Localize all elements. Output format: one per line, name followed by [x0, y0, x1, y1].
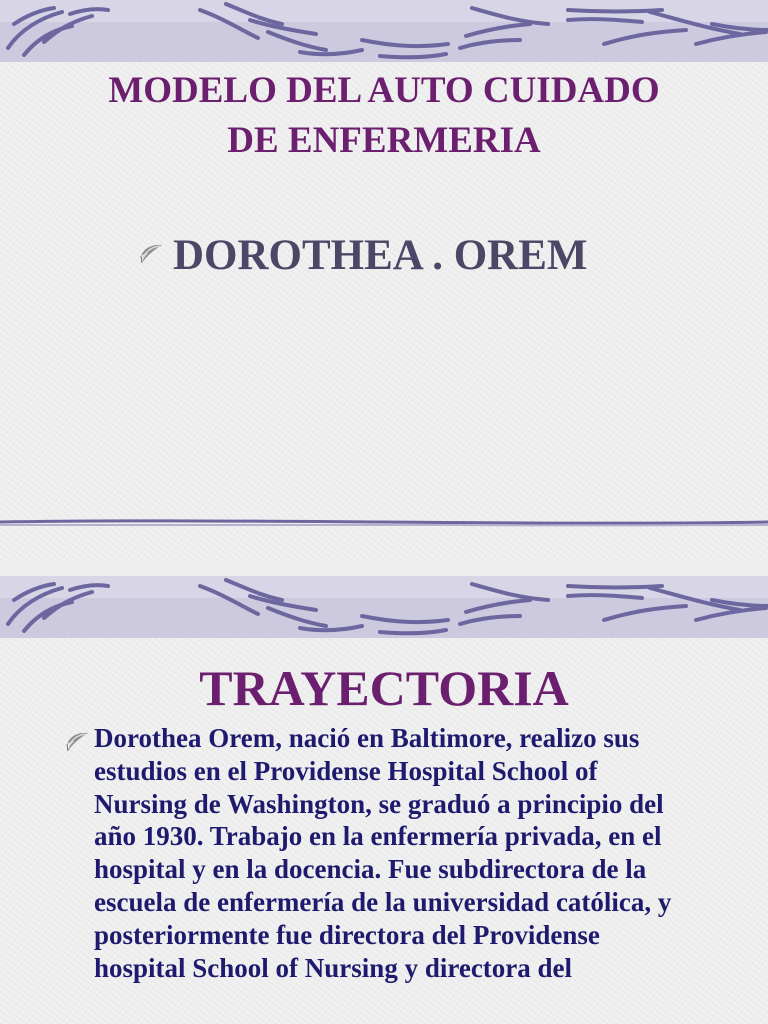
- feather-bullet-icon: [64, 730, 90, 752]
- decorative-divider-line: [0, 516, 768, 528]
- title-line-1: MODELO DEL AUTO CUIDADO: [108, 70, 660, 111]
- feather-bullet-icon: [138, 242, 164, 264]
- decorative-wave-band: [0, 576, 768, 638]
- decorative-wave-band: [0, 0, 768, 62]
- slide-title: [0, 66, 768, 166]
- section-title: TRAYECTORIA: [199, 660, 569, 716]
- biography-paragraph: Dorothea Orem, nació en Baltimore, realizo sus estudios en el Providense Hospital School of Nursing de Washington, se graduó a principio del año 1930. Trabajo en la enfermería privada, en el hospital y en la docencia. Fue subdirectora de la escuela de enfermería de la universidad católica, y posteriormente fue directora del Providense hospital School of Nursing y directora del: [94, 723, 672, 983]
- title-line-2: DE ENFERMERIA: [227, 120, 541, 161]
- subtitle-author: [138, 228, 588, 284]
- subtitle-text: DOROTHEA . OREM: [173, 232, 588, 279]
